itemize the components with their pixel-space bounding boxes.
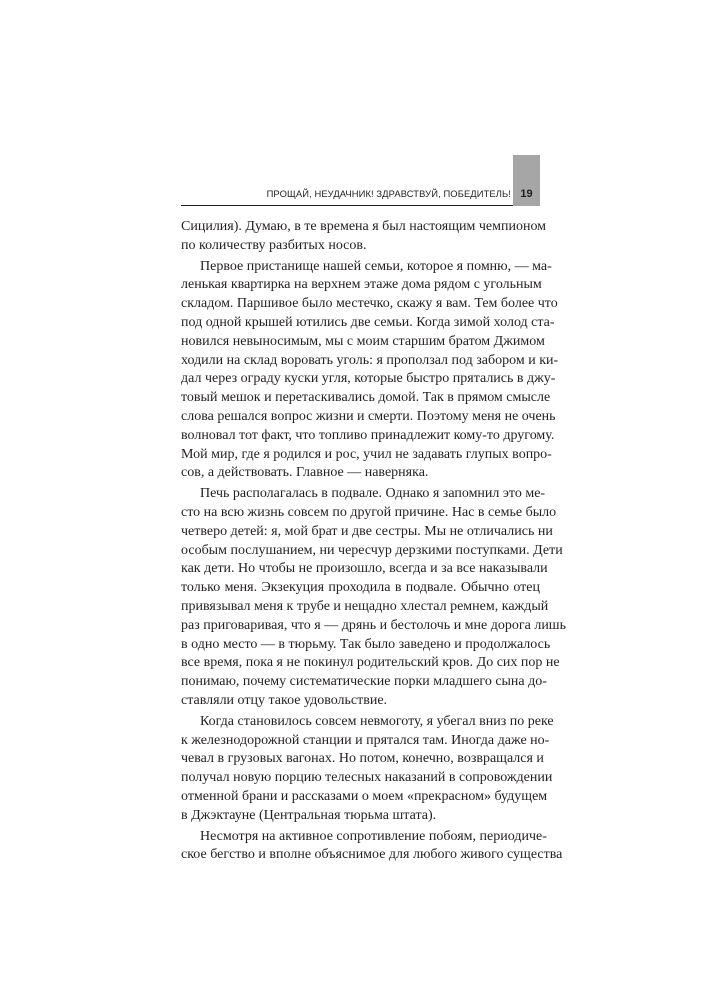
text-line: по количеству разбитых носов. (181, 237, 367, 253)
text-line: слова решался вопрос жизни и смерти. Поэтому меня не очень (181, 408, 556, 424)
text-line: к железнодорожной станции и прятался там. Иногда даже но- (181, 732, 550, 748)
body-text (181, 218, 566, 865)
header-rule (181, 205, 513, 206)
text-line: Мой мир, где я родился и рос, учил не задавать глупых вопро- (181, 446, 552, 462)
running-title: ПРОЩАЙ, НЕУДАЧНИК! ЗДРАВСТВУЙ, ПОБЕДИТЕЛЬ! (266, 187, 511, 199)
text-line: как дети. Но чтобы не произошло, всегда и за все наказывали (181, 561, 548, 577)
text-line: сов, а действовать. Главное — наверняка. (181, 465, 429, 481)
paragraph (181, 485, 566, 711)
text-line: получал новую порцию телесных наказаний в сопровождении (181, 770, 553, 786)
text-line: волновал тот факт, что топливо принадлежит кому-то другому. (181, 427, 555, 443)
text-line: понимаю, почему систематические порки младшего сына до- (181, 674, 547, 690)
text-line: раз приговаривая, что я — дрянь и бестолочь и мне дорога лишь (181, 617, 566, 633)
text-line: привязывал меня к трубе и нещадно хлестал ремнем, каждый (181, 598, 549, 614)
text-line: только меня. Экзекуция проходила в подвале. Обычно отец (181, 580, 540, 596)
text-line: складом. Паршивое было местечко, скажу я вам. Тем более что (181, 296, 558, 312)
text-line: четверо детей: я, мой брат и две сестры. Мы не отличались ни (181, 523, 553, 539)
text-line: Сицилия). Думаю, в те времена я был настоящим чемпионом (181, 219, 547, 234)
text-line: ское бегство и вполне объяснимое для любого живого существа (181, 847, 563, 863)
text-line: новился невыносимым, мы с моим старшим братом Джимом (181, 333, 545, 349)
text-line: ленькая квартирка на верхнем этаже дома рядом с угольным (181, 277, 542, 293)
paragraph (181, 828, 563, 866)
paragraph (181, 713, 554, 826)
text-line: в одно место — в тюрьму. Так было заведено и продолжалось (181, 636, 551, 652)
page-number: 19 (520, 187, 533, 200)
text-line: в Джэктауне (Центральная тюрьма штата). (181, 807, 437, 823)
text-line: чевал в грузовых вагонах. Но потом, конечно, возвращался и (181, 751, 544, 767)
text-line: Печь располагалась в подвале. Однако я запомнил это ме- (200, 486, 546, 502)
text-line: ставляли отцу такое удовольствие. (181, 692, 388, 708)
text-line: дал через ограду куски угля, которые быстро прятались в джу- (181, 371, 556, 387)
text-line: под одной крышей ютились две семьи. Когда зимой холод ста- (181, 314, 555, 330)
paragraph (181, 258, 559, 484)
text-line: Несмотря на активное сопротивление побоям, периодиче- (200, 828, 547, 844)
paragraph (181, 218, 547, 256)
text-line: Когда становилось совсем невмоготу, я убегал вниз по реке (200, 713, 554, 729)
text-line: особым послушанием, ни чересчур дерзкими поступками. Дети (181, 542, 563, 558)
text-line: все время, пока я не покинул родительский кров. До сих пор не (181, 655, 560, 671)
text-line: сто на всю жизнь совсем по другой причине. Нас в семье было (181, 504, 557, 520)
text-line: отменной брани и рассказами о моем «прекрасном» будущем (181, 788, 548, 804)
text-line: товый мешок и перетаскивались домой. Так в прямом смысле (181, 390, 551, 406)
text-line: Первое пристанище нашей семьи, которое я помню, — ма- (200, 258, 552, 274)
text-line: ходили на склад воровать уголь: я проползал под забором и ки- (181, 352, 559, 368)
